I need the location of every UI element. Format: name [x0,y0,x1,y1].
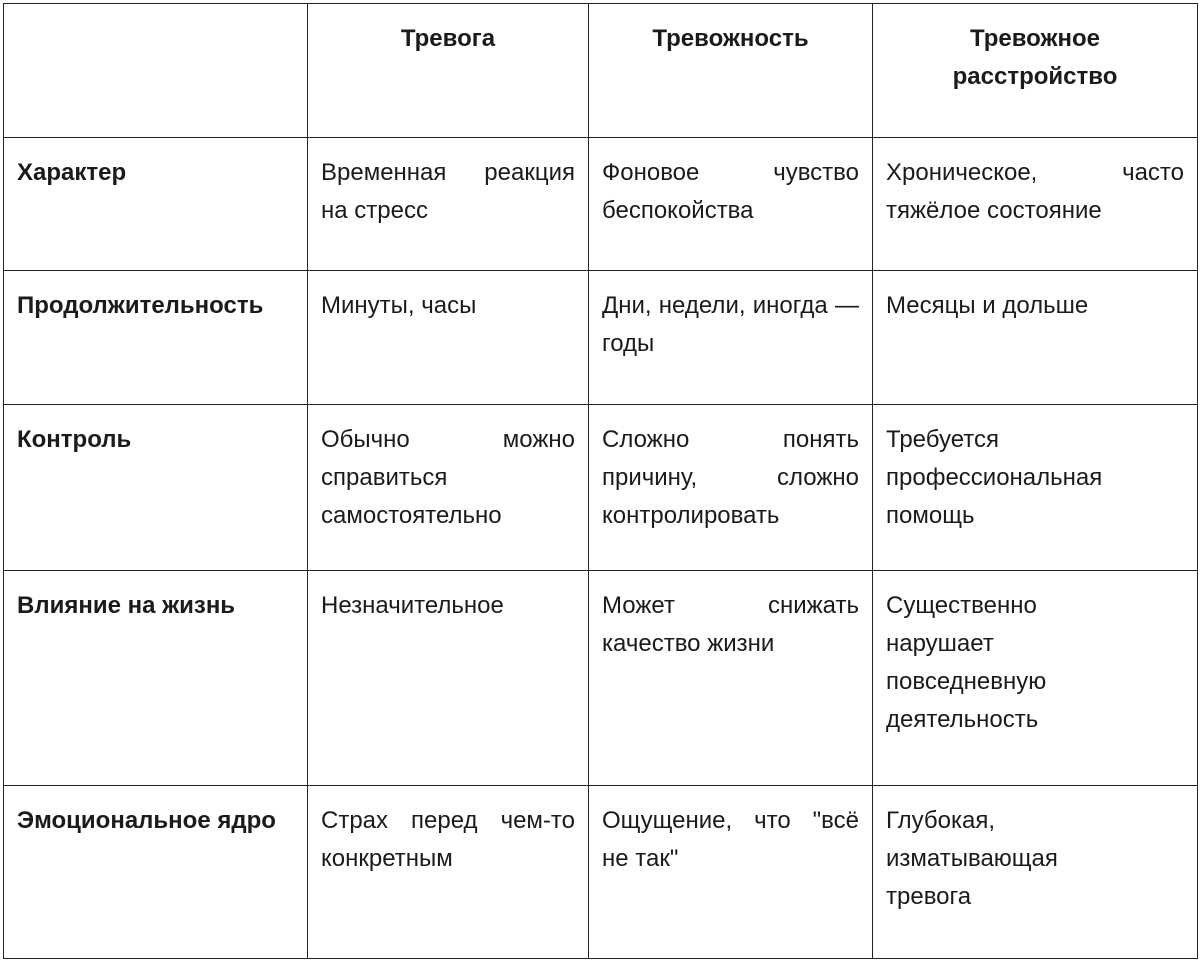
table-cell: Ощущение, что "всё не так" [589,786,873,959]
table-cell: Глубокая, изматывающая тревога [873,786,1198,959]
table-cell: Незначительное [308,571,589,786]
table-cell: Месяцы и дольше [873,271,1198,405]
row-header: Эмоциональное ядро [4,786,308,959]
table-cell: Фоновое чувство беспокойства [589,138,873,271]
header-cell: Тревога [308,4,589,138]
header-cell: Тревожное расстройство [873,4,1198,138]
table-cell: Может снижать качество жизни [589,571,873,786]
table-row [4,786,1198,959]
table-row [4,271,1198,405]
header-cell [4,4,308,138]
comparison-table [3,3,1198,959]
row-header: Контроль [4,405,308,571]
table-cell: Сложно понять причину, сложно контролировать [589,405,873,571]
table-cell: Обычно можно справиться самостоятельно [308,405,589,571]
header-cell: Тревожность [589,4,873,138]
table-cell: Существенно нарушает повседневную деятельность [873,571,1198,786]
table-row [4,571,1198,786]
table-row [4,405,1198,571]
row-header: Влияние на жизнь [4,571,308,786]
table-cell: Хроническое, часто тяжёлое состояние [873,138,1198,271]
table-cell: Страх перед чем-то конкретным [308,786,589,959]
table-cell: Требуется профессиональная помощь [873,405,1198,571]
row-header [4,271,308,405]
row-header: Характер [4,138,308,271]
header-row [4,4,1198,138]
table-row [4,138,1198,271]
row-header-text: Продолжительность [17,292,264,319]
table-cell: Временная реакция на стресс [308,138,589,271]
table-cell: Минуты, часы [308,271,589,405]
table-cell: Дни, недели, иногда — годы [589,271,873,405]
